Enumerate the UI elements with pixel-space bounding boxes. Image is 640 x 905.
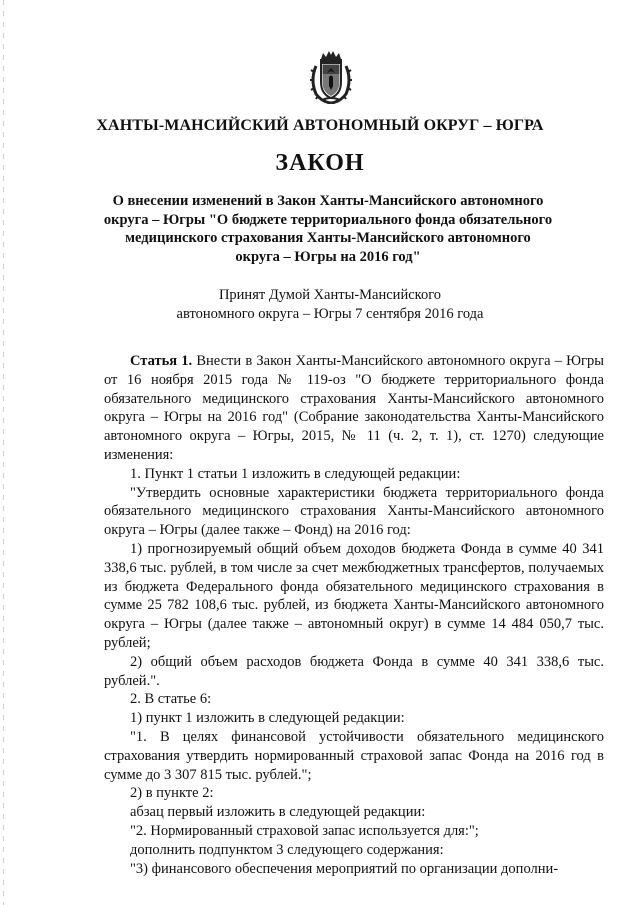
body-paragraph: "3) финансового обеспечения мероприятий по организации дополни-	[130, 860, 559, 877]
body-paragraph: "2. Нормированный страховой запас используется для:";	[130, 822, 479, 839]
body-paragraph: "Утвердить основные характеристики бюджета территориального фонда обязательного медицинского страхования Ханты-Мансийского автономного округа – Югры (далее также – Фонд) на 2016 год:	[104, 484, 604, 539]
body-paragraph: 1) пункт 1 изложить в следующей редакции:	[130, 710, 405, 727]
body-paragraph: "1. В целях финансовой устойчивости обязательного медицинского страхования утвердить нормированный страховой запас Фонда на 2016 год в сумме до 3 307 815 тыс. рублей.";	[104, 728, 604, 783]
law-subject-line: округа – Югры "О бюджете территориального фонда обязательного	[103, 211, 553, 228]
region-title: ХАНТЫ-МАНСИЙСКИЙ АВТОНОМНЫЙ ОКРУГ – ЮГРА	[96, 117, 544, 134]
body-paragraph: 2) в пункте 2:	[130, 785, 214, 802]
body-paragraph: 2. В статье 6:	[130, 691, 212, 708]
body-paragraph: 2) общий объем расходов бюджета Фонда в сумме 40 341 338,6 тыс. рублей.".	[104, 653, 604, 689]
khmao-coat-of-arms-icon	[308, 50, 354, 104]
law-body	[104, 352, 604, 878]
scan-edge-line	[3, 0, 4, 905]
law-subject	[100, 192, 556, 266]
body-paragraph: абзац первый изложить в следующей редакции:	[130, 804, 426, 821]
document-type-title: ЗАКОН	[275, 150, 365, 176]
body-paragraph: 1) прогнозируемый общий объем доходов бюджета Фонда в сумме 40 341 338,6 тыс. рублей, в том числе за счет межбюджетных трансфертов, получаемых из бюджета Федерального фонда обязательного медицинского страхования в сумме 25 782 108,6 тыс. рублей, из бюджета Ханты-Мансийского автономного округа – Югры (далее также – автономный округ) в сумме 14 484 050,7 тыс. рублей;	[104, 540, 604, 651]
article-text: Внести в Закон Ханты-Мансийского автономного округа – Югры от 16 ноября 2015 года № 119-оз "О бюджете территориального фонда обязательного медицинского страхования Ханты-Мансийского автономного округа – Югры на 2016 год" (Собрание законодательства Ханты-Мансийского автономного округа – Югры, 2015, № 11 (ч. 2, т. 1), ст. 1270) следующие изменения:	[104, 353, 604, 463]
law-subject-line: медицинского страхования Ханты-Мансийского автономного	[125, 230, 531, 246]
body-paragraph: дополнить подпунктом 3 следующего содержания:	[130, 841, 444, 858]
law-subject-line: округа – Югры на 2016 год"	[235, 248, 421, 265]
adoption-line: Принят Думой Ханты-Мансийского	[218, 287, 442, 303]
article-label: Статья 1.	[130, 353, 193, 369]
article-1-paragraph	[104, 352, 604, 465]
body-paragraph: 1. Пункт 1 статьи 1 изложить в следующей редакции:	[130, 465, 461, 482]
law-subject-line: О внесении изменений в Закон Ханты-Мансийского автономного	[112, 193, 544, 209]
adoption-line: автономного округа – Югры 7 сентября 2016 года	[176, 305, 484, 322]
adoption-note	[150, 286, 510, 323]
